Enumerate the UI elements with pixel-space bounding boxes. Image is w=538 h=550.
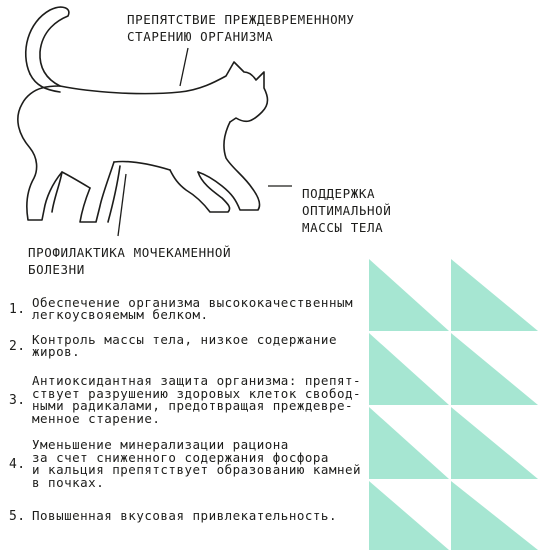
- triangle-pattern: [369, 259, 538, 550]
- item-text-line: легкоусвояемым белком.: [32, 307, 209, 322]
- cat-hind-leg: [80, 162, 114, 222]
- item-text-line: жиров.: [32, 344, 81, 359]
- item-text-line: ными радикалами, предотвращая преждевре-: [32, 398, 354, 413]
- item-text-line: менное старение.: [32, 410, 161, 426]
- item-text-line: Контроль массы тела, низкое содержание: [32, 331, 337, 347]
- item-number: 1.: [9, 301, 26, 317]
- callout-line: БОЛЕЗНИ: [28, 262, 85, 277]
- item-text-line: в почках.: [32, 474, 105, 490]
- callout-urolithiasis: [28, 244, 231, 278]
- list-item: [0, 373, 361, 427]
- list-item: [0, 332, 337, 360]
- item-number: 4.: [9, 456, 26, 472]
- callout-weight-support: [302, 185, 391, 236]
- item-number: 5.: [9, 508, 26, 524]
- item-text: [32, 294, 354, 322]
- cat-front-leg: [198, 122, 260, 210]
- item-text: [32, 331, 337, 359]
- item-text: [32, 507, 337, 523]
- item-text: [32, 439, 361, 489]
- item-text-line: Обеспечение организма высококачественным: [32, 294, 354, 310]
- item-text-line: Антиоксидантная защита организма: препят-: [32, 373, 362, 388]
- callout-line: ОПТИМАЛЬНОЙ: [302, 203, 392, 218]
- callout-premature-aging: [127, 11, 355, 45]
- item-text-line: и кальция препятствует образованию камней: [32, 462, 362, 477]
- cat-belly: [114, 161, 170, 170]
- item-text: [32, 375, 361, 425]
- item-text-line: ствует разрушению здоровых клеток свобод-: [32, 385, 362, 401]
- leader-urolith: [118, 174, 126, 236]
- callout-line: ПРОФИЛАКТИКА МОЧЕКАМЕННОЙ: [28, 245, 232, 260]
- list-item: [0, 294, 353, 324]
- cat-back-head: [60, 62, 268, 122]
- leader-aging: [180, 48, 188, 86]
- cat-tail: [26, 7, 69, 86]
- callout-line: ПРЕПЯТСТВИЕ ПРЕЖДЕВРЕМЕННОМУ: [127, 12, 355, 27]
- callout-line: СТАРЕНИЮ ОРГАНИЗМА: [127, 29, 274, 44]
- list-item: [0, 508, 337, 524]
- item-text-line: Повышенная вкусовая привлекательность.: [32, 507, 337, 523]
- callout-line: ПОДДЕРЖКА: [302, 186, 376, 201]
- item-text-line: Уменьшение минерализации рациона: [32, 437, 289, 452]
- list-item: [0, 436, 361, 492]
- item-number: 3.: [9, 392, 26, 408]
- item-number: 2.: [9, 338, 26, 354]
- callout-line: МАССЫ ТЕЛА: [302, 220, 384, 235]
- item-text-line: за счет сниженного содержания фосфора: [32, 449, 329, 465]
